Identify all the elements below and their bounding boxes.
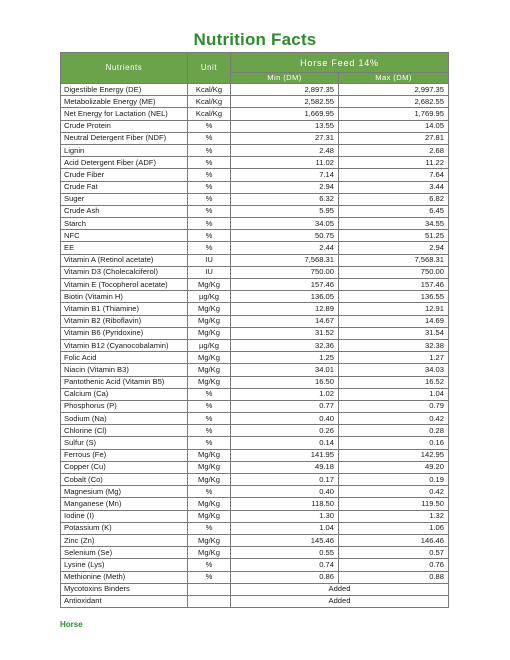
table-row — [61, 315, 449, 327]
table-row — [61, 205, 449, 217]
nutrient-unit — [188, 595, 231, 607]
max-value: 0.42 — [339, 486, 449, 498]
table-row — [61, 279, 449, 291]
max-value: 0.79 — [339, 400, 449, 412]
table-row — [61, 218, 449, 230]
table-row — [61, 461, 449, 473]
min-value: 12.89 — [231, 303, 339, 315]
table-row — [61, 437, 449, 449]
min-value: 2.48 — [231, 144, 339, 156]
nutrient-name: Crude Ash — [61, 205, 188, 217]
nutrient-name: Pantothenic Acid (Vitamin B5) — [61, 376, 188, 388]
table-row — [61, 327, 449, 339]
nutrient-unit: % — [188, 218, 231, 230]
nutrient-name: Suger — [61, 193, 188, 205]
nutrient-unit: % — [188, 388, 231, 400]
min-value: 0.40 — [231, 413, 339, 425]
table-row — [61, 339, 449, 351]
table-row — [61, 413, 449, 425]
max-value: 136.55 — [339, 291, 449, 303]
nutrient-unit: Kcal/Kg — [188, 96, 231, 108]
table-row — [61, 449, 449, 461]
added-status: Added — [231, 595, 449, 607]
nutrient-name: Lysine (Lys) — [61, 559, 188, 571]
nutrient-unit: % — [188, 181, 231, 193]
nutrient-name: Chlorine (Cl) — [61, 425, 188, 437]
table-row — [61, 486, 449, 498]
nutrient-name: Mycotoxins Binders — [61, 583, 188, 595]
nutrient-unit: % — [188, 242, 231, 254]
nutrient-name: Vitamin B2 (Riboflavin) — [61, 315, 188, 327]
nutrient-unit: Mg/Kg — [188, 327, 231, 339]
table-row — [61, 522, 449, 534]
max-value: 51.25 — [339, 230, 449, 242]
nutrient-name: Magnesium (Mg) — [61, 486, 188, 498]
nutrient-name: Vitamin B1 (Thiamine) — [61, 303, 188, 315]
nutrient-unit: % — [188, 522, 231, 534]
min-value: 16.50 — [231, 376, 339, 388]
added-status: Added — [231, 583, 449, 595]
table-row — [61, 144, 449, 156]
max-value: 1.04 — [339, 388, 449, 400]
max-value: 6.82 — [339, 193, 449, 205]
min-value: 27.31 — [231, 132, 339, 144]
nutrient-name: Potassium (K) — [61, 522, 188, 534]
max-value: 157.46 — [339, 279, 449, 291]
min-value: 1,669.95 — [231, 108, 339, 120]
header-unit: Unit — [188, 53, 231, 84]
max-value: 7.64 — [339, 169, 449, 181]
nutrient-unit: Mg/Kg — [188, 449, 231, 461]
min-value: 0.17 — [231, 474, 339, 486]
footer-label: Horse — [60, 620, 83, 629]
nutrient-unit: Mg/Kg — [188, 315, 231, 327]
nutrient-name: Lignin — [61, 144, 188, 156]
nutrient-unit: % — [188, 157, 231, 169]
table-row — [61, 352, 449, 364]
nutrient-name: Manganese (Mn) — [61, 498, 188, 510]
min-value: 7.14 — [231, 169, 339, 181]
table-row — [61, 96, 449, 108]
table-row — [61, 425, 449, 437]
nutrient-unit: Mg/Kg — [188, 279, 231, 291]
table-row — [61, 181, 449, 193]
table-row — [61, 595, 449, 607]
nutrient-unit: % — [188, 144, 231, 156]
nutrient-unit: % — [188, 559, 231, 571]
min-value: 5.95 — [231, 205, 339, 217]
nutrient-unit — [188, 583, 231, 595]
table-row — [61, 376, 449, 388]
table-row — [61, 474, 449, 486]
max-value: 6.45 — [339, 205, 449, 217]
nutrient-unit: % — [188, 169, 231, 181]
min-value: 2.94 — [231, 181, 339, 193]
table-row — [61, 230, 449, 242]
min-value: 6.32 — [231, 193, 339, 205]
nutrient-unit: Mg/Kg — [188, 547, 231, 559]
table-row — [61, 388, 449, 400]
table-row — [61, 266, 449, 278]
nutrient-name: Neutral Detergent Fiber (NDF) — [61, 132, 188, 144]
nutrient-name: Cobalt (Co) — [61, 474, 188, 486]
nutrient-unit: µg/Kg — [188, 339, 231, 351]
table-header — [61, 53, 449, 84]
nutrient-unit: Kcal/Kg — [188, 108, 231, 120]
max-value: 2.68 — [339, 144, 449, 156]
nutrient-unit: % — [188, 571, 231, 583]
min-value: 13.55 — [231, 120, 339, 132]
nutrient-name: Ferrous (Fe) — [61, 449, 188, 461]
table-row — [61, 193, 449, 205]
max-value: 1.32 — [339, 510, 449, 522]
nutrient-unit: Mg/Kg — [188, 510, 231, 522]
nutrient-name: Niacin (Vitamin B3) — [61, 364, 188, 376]
nutrient-name: Acid Detergent Fiber (ADF) — [61, 157, 188, 169]
nutrient-name: Antioxidant — [61, 595, 188, 607]
nutrient-name: Vitamin A (Retinol acetate) — [61, 254, 188, 266]
max-value: 32.38 — [339, 339, 449, 351]
min-value: 136.05 — [231, 291, 339, 303]
nutrient-unit: % — [188, 400, 231, 412]
nutrient-unit: Mg/Kg — [188, 534, 231, 546]
nutrient-unit: Mg/Kg — [188, 474, 231, 486]
max-value: 2,997.35 — [339, 84, 449, 96]
max-value: 16.52 — [339, 376, 449, 388]
min-value: 0.55 — [231, 547, 339, 559]
min-value: 1.02 — [231, 388, 339, 400]
table-body — [61, 84, 449, 608]
table-row — [61, 364, 449, 376]
nutrient-unit: Mg/Kg — [188, 352, 231, 364]
nutrient-name: NFC — [61, 230, 188, 242]
table-row — [61, 571, 449, 583]
table-row — [61, 132, 449, 144]
nutrient-unit: Mg/Kg — [188, 498, 231, 510]
nutrient-name: Phosphorus (P) — [61, 400, 188, 412]
nutrient-unit: Mg/Kg — [188, 364, 231, 376]
header-max: Max (DM) — [339, 73, 449, 84]
nutrient-name: Biotin (Vitamin H) — [61, 291, 188, 303]
nutrient-name: Vitamin B12 (Cyanocobalamin) — [61, 339, 188, 351]
nutrient-unit: % — [188, 413, 231, 425]
nutrient-name: Metabolizable Energy (ME) — [61, 96, 188, 108]
max-value: 49.20 — [339, 461, 449, 473]
min-value: 0.86 — [231, 571, 339, 583]
nutrient-unit: % — [188, 132, 231, 144]
min-value: 1.04 — [231, 522, 339, 534]
min-value: 141.95 — [231, 449, 339, 461]
nutrient-unit: % — [188, 120, 231, 132]
nutrient-name: Sodium (Na) — [61, 413, 188, 425]
min-value: 50.75 — [231, 230, 339, 242]
header-feed: Horse Feed 14% — [231, 53, 449, 73]
min-value: 2.44 — [231, 242, 339, 254]
min-value: 2,582.55 — [231, 96, 339, 108]
table-row — [61, 534, 449, 546]
min-value: 14.67 — [231, 315, 339, 327]
nutrient-unit: IU — [188, 254, 231, 266]
min-value: 7,568.31 — [231, 254, 339, 266]
max-value: 1.06 — [339, 522, 449, 534]
min-value: 49.18 — [231, 461, 339, 473]
max-value: 11.22 — [339, 157, 449, 169]
nutrient-unit: IU — [188, 266, 231, 278]
max-value: 0.42 — [339, 413, 449, 425]
max-value: 0.28 — [339, 425, 449, 437]
nutrient-unit: % — [188, 486, 231, 498]
nutrient-name: Crude Fiber — [61, 169, 188, 181]
max-value: 34.55 — [339, 218, 449, 230]
max-value: 14.69 — [339, 315, 449, 327]
table-row — [61, 547, 449, 559]
max-value: 31.54 — [339, 327, 449, 339]
nutrient-name: Net Energy for Lactation (NEL) — [61, 108, 188, 120]
min-value: 32.36 — [231, 339, 339, 351]
table-row — [61, 291, 449, 303]
min-value: 11.02 — [231, 157, 339, 169]
max-value: 27.81 — [339, 132, 449, 144]
nutrient-unit: Mg/Kg — [188, 461, 231, 473]
max-value: 1,769.95 — [339, 108, 449, 120]
table-row — [61, 400, 449, 412]
max-value: 0.57 — [339, 547, 449, 559]
table-row — [61, 498, 449, 510]
max-value: 7,568.31 — [339, 254, 449, 266]
nutrient-name: Crude Fat — [61, 181, 188, 193]
nutrient-name: Starch — [61, 218, 188, 230]
max-value: 2.94 — [339, 242, 449, 254]
nutrient-name: Sulfur (S) — [61, 437, 188, 449]
nutrient-unit: Kcal/Kg — [188, 84, 231, 96]
min-value: 145.46 — [231, 534, 339, 546]
nutrient-name: Vitamin B6 (Pyridoxine) — [61, 327, 188, 339]
nutrient-name: Selenium (Se) — [61, 547, 188, 559]
nutrient-name: Crude Protein — [61, 120, 188, 132]
nutrient-name: Vitamin E (Tocopherol acetate) — [61, 279, 188, 291]
min-value: 2,897.35 — [231, 84, 339, 96]
min-value: 750.00 — [231, 266, 339, 278]
table-row — [61, 169, 449, 181]
max-value: 2,682.55 — [339, 96, 449, 108]
max-value: 0.88 — [339, 571, 449, 583]
min-value: 0.40 — [231, 486, 339, 498]
max-value: 0.16 — [339, 437, 449, 449]
header-min: Min (DM) — [231, 73, 339, 84]
nutrient-name: Copper (Cu) — [61, 461, 188, 473]
max-value: 3.44 — [339, 181, 449, 193]
nutrient-unit: µg/Kg — [188, 291, 231, 303]
nutrient-unit: % — [188, 193, 231, 205]
table-row — [61, 254, 449, 266]
max-value: 750.00 — [339, 266, 449, 278]
min-value: 157.46 — [231, 279, 339, 291]
table-row — [61, 120, 449, 132]
min-value: 1.30 — [231, 510, 339, 522]
max-value: 119.50 — [339, 498, 449, 510]
table-row — [61, 583, 449, 595]
nutrient-unit: % — [188, 425, 231, 437]
table-row — [61, 157, 449, 169]
nutrition-table — [60, 52, 449, 608]
min-value: 0.77 — [231, 400, 339, 412]
min-value: 1.25 — [231, 352, 339, 364]
nutrient-name: Vitamin D3 (Cholecalciferol) — [61, 266, 188, 278]
table-row — [61, 242, 449, 254]
nutrient-name: Digestible Energy (DE) — [61, 84, 188, 96]
table-row — [61, 559, 449, 571]
nutrient-name: EE — [61, 242, 188, 254]
page-title: Nutrition Facts — [193, 30, 317, 49]
nutrient-name: Zinc (Zn) — [61, 534, 188, 546]
max-value: 34.03 — [339, 364, 449, 376]
max-value: 1.27 — [339, 352, 449, 364]
nutrient-name: Folic Acid — [61, 352, 188, 364]
nutrient-name: Methionine (Meth) — [61, 571, 188, 583]
nutrient-unit: % — [188, 437, 231, 449]
nutrient-unit: % — [188, 205, 231, 217]
nutrient-unit: % — [188, 230, 231, 242]
min-value: 31.52 — [231, 327, 339, 339]
nutrient-unit: Mg/Kg — [188, 376, 231, 388]
table-row — [61, 303, 449, 315]
min-value: 34.05 — [231, 218, 339, 230]
min-value: 0.74 — [231, 559, 339, 571]
max-value: 12.91 — [339, 303, 449, 315]
table-row — [61, 108, 449, 120]
nutrient-name: Calcium (Ca) — [61, 388, 188, 400]
header-nutrients: Nutrients — [61, 53, 188, 84]
min-value: 118.50 — [231, 498, 339, 510]
max-value: 142.95 — [339, 449, 449, 461]
max-value: 146.46 — [339, 534, 449, 546]
min-value: 34.01 — [231, 364, 339, 376]
min-value: 0.26 — [231, 425, 339, 437]
max-value: 0.19 — [339, 474, 449, 486]
max-value: 14.05 — [339, 120, 449, 132]
nutrient-unit: Mg/Kg — [188, 303, 231, 315]
min-value: 0.14 — [231, 437, 339, 449]
max-value: 0.76 — [339, 559, 449, 571]
table-row — [61, 84, 449, 96]
nutrient-name: Iodine (I) — [61, 510, 188, 522]
table-row — [61, 510, 449, 522]
